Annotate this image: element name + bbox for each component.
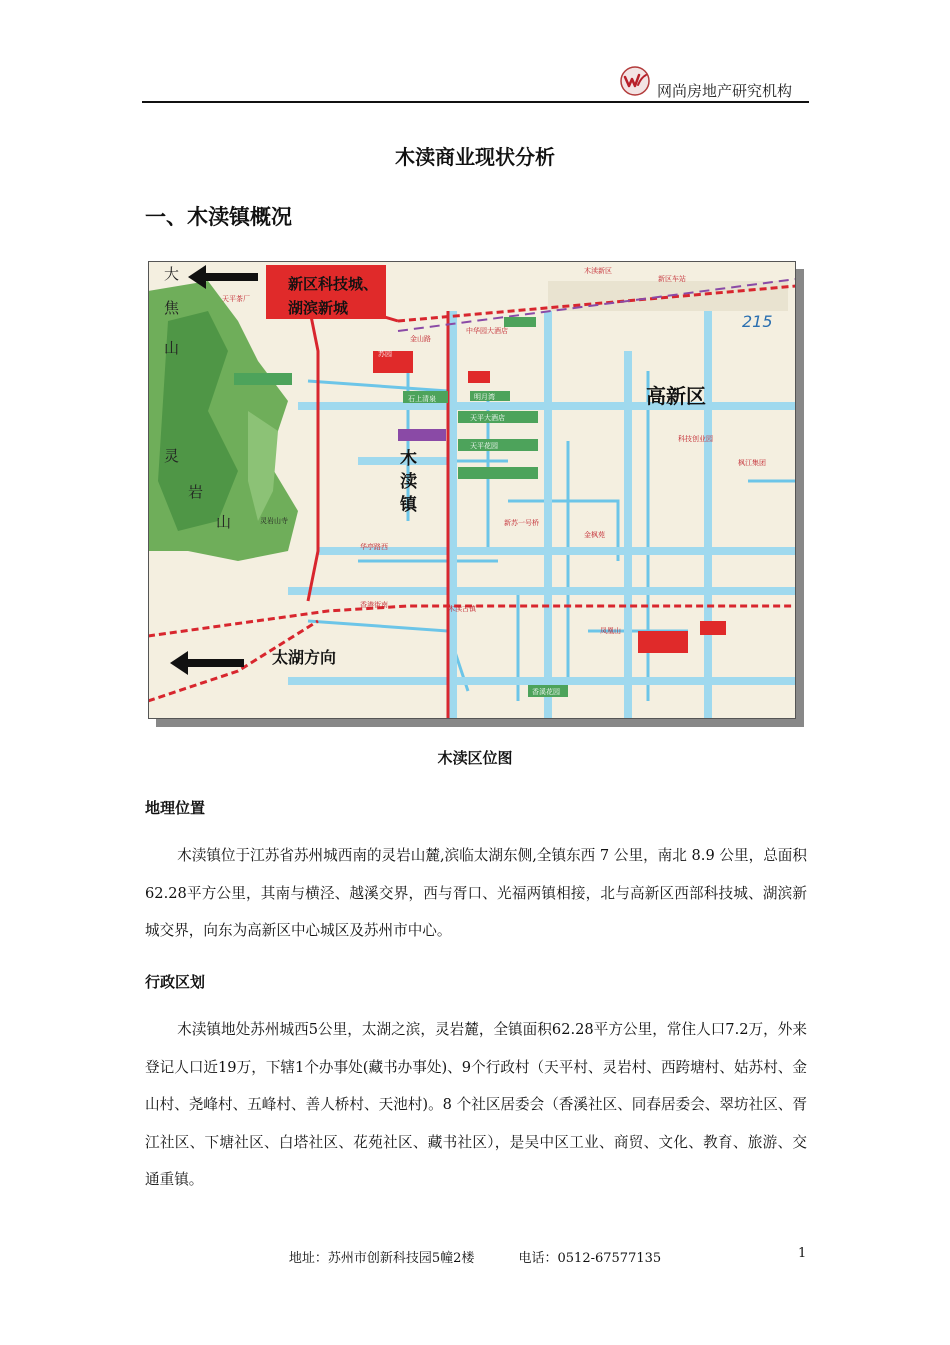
route-215: 215 [742, 312, 773, 331]
place-label: 天平茶厂 [222, 295, 250, 303]
place-label: 金山路 [410, 335, 431, 343]
place-label: 中华园大酒店 [466, 327, 508, 335]
place-label: 灵岩山寺 [260, 517, 288, 525]
place-label: 金枫苑 [584, 531, 605, 539]
place-label: 木渎新区 [584, 267, 612, 275]
page-footer [0, 1247, 950, 1266]
place-label: 新区车站 [658, 275, 686, 283]
map-label-gaoxin: 高新区 [646, 384, 706, 408]
header-divider [142, 101, 809, 103]
admin-heading: 行政区划 [145, 973, 206, 991]
map-label-shan1: 山 [164, 339, 180, 357]
map-label-shan2: 山 [216, 513, 232, 531]
section-heading: 一、木渎镇概况 [145, 205, 292, 229]
header-org-name: 网尚房地产研究机构 [657, 82, 793, 100]
map-label-yan: 岩 [188, 483, 204, 501]
page-number: 1 [798, 1246, 807, 1261]
map-label-da: 大 [164, 265, 180, 283]
place-label: 科技创业园 [678, 435, 713, 443]
place-label: 香港街南 [360, 601, 388, 609]
map-label-lakeside: 湖滨新城 [288, 299, 349, 317]
admin-paragraph [145, 1011, 807, 1199]
place-label: 苏园 [378, 350, 392, 358]
place-label: 凤凰山 [600, 627, 621, 635]
place-label: 石上清泉 [408, 395, 436, 403]
place-label: 天平花园 [470, 442, 498, 450]
place-label: 香溪花园 [532, 688, 560, 696]
map-label-ling: 灵 [164, 447, 180, 465]
place-label: 华亭路西 [360, 543, 388, 551]
page-title: 木渎商业现状分析 [395, 145, 555, 169]
place-label: 新苏一号桥 [504, 519, 539, 527]
place-label: 木渎古镇 [448, 605, 476, 613]
map-caption: 木渎区位图 [437, 749, 513, 767]
map-label-science-city: 新区科技城、 [288, 275, 379, 293]
geo-paragraph [145, 837, 807, 950]
geo-text: 木渎镇位于江苏省苏州城西南的灵岩山麓,滨临太湖东侧,全镇东西 7 公里，南北 8.9 公里，总面积62.28平方公里，其南与横泾、越溪交界，西与胥口、光福两镇相接，北与高新区西部科技城、湖滨新城交界，向东为高新区中心城区及苏州市中心。 [145, 847, 807, 939]
map-label-jiao: 焦 [164, 299, 180, 317]
map-label-taihu: 太湖方向 [272, 648, 337, 667]
geo-heading: 地理位置 [145, 799, 206, 817]
footer-phone: 电话：0512-67577135 [518, 1251, 662, 1266]
place-label: 枫江集团 [738, 459, 766, 467]
footer-address: 地址：苏州市创新科技园5幢2楼 [288, 1251, 475, 1266]
company-logo [620, 66, 650, 96]
place-label: 天平大酒店 [470, 414, 505, 422]
admin-text: 木渎镇地处苏州城西5公里，太湖之滨，灵岩麓，全镇面积62.28平方公里，常住人口7.2万，外来登记人口近19万，下辖1个办事处(藏书办事处)、9个行政村（天平村、灵岩村、西跨塘村、姑苏村、金山村、尧峰村、五峰村、善人桥村、天池村)。8 个社区居委会（香溪社区、同春居委会、翠坊社区、胥江社区、下塘社区、白塔社区、花苑社区、藏书社区），是吴中区工业、商贸、文化、教育、旅游、交通重镇。 [145, 1021, 807, 1188]
location-map [148, 261, 796, 719]
place-label: 明月湾 [474, 393, 495, 401]
map-label-mu: 木 [400, 449, 417, 469]
map-label-zhen: 镇 [400, 495, 417, 515]
map-label-du: 渎 [400, 472, 417, 492]
